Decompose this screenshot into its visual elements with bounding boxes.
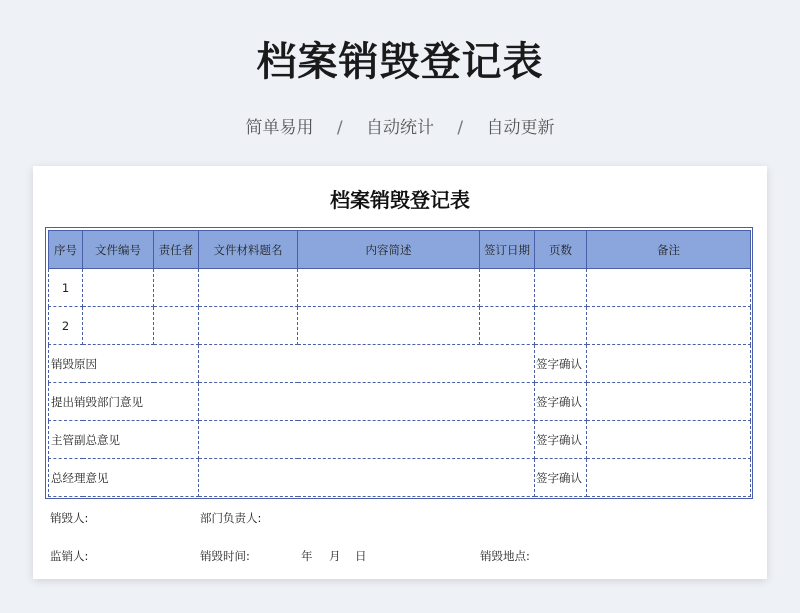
cell-summary[interactable] xyxy=(298,269,480,307)
header-row xyxy=(49,231,751,269)
subtitle-separator: / xyxy=(336,118,343,138)
register-table xyxy=(48,230,751,497)
page-title: 档案销毁登记表 xyxy=(256,39,544,85)
table-row xyxy=(49,307,751,345)
document-title: 档案销毁登记表 xyxy=(330,188,470,212)
footer-day: 日 xyxy=(355,549,367,563)
subtitle-separator: / xyxy=(457,118,464,138)
footer-destroy-time-label: 销毁时间: xyxy=(200,549,250,563)
cell-sign-date[interactable] xyxy=(480,269,535,307)
header-cell-summary: 内容简述 xyxy=(298,231,480,269)
footer-month: 月 xyxy=(329,549,341,563)
opinion-row-reason xyxy=(49,345,751,383)
footer-dept-head-label: 部门负责人: xyxy=(200,511,262,525)
opinion-content[interactable] xyxy=(199,345,535,383)
sign-field[interactable] xyxy=(587,345,751,383)
subtitle-item: 自动更新 xyxy=(486,118,555,138)
subtitle-item: 自动统计 xyxy=(366,118,434,138)
footer-supervisor-label: 监销人: xyxy=(50,549,89,563)
opinion-label: 提出销毁部门意见 xyxy=(49,383,199,421)
cell-notes[interactable] xyxy=(587,269,751,307)
sign-field[interactable] xyxy=(587,383,751,421)
sign-label: 签字确认 xyxy=(535,345,587,383)
opinion-content[interactable] xyxy=(199,421,535,459)
sign-label: 签字确认 xyxy=(535,383,587,421)
opinion-label: 总经理意见 xyxy=(49,459,199,497)
document-card xyxy=(33,166,767,579)
cell-pages[interactable] xyxy=(535,269,587,307)
cell-sign-date[interactable] xyxy=(480,307,535,345)
footer-year: 年 xyxy=(301,549,313,563)
opinion-content[interactable] xyxy=(199,459,535,497)
row-index: 1 xyxy=(49,269,83,307)
register-table-frame xyxy=(45,227,753,499)
sign-field[interactable] xyxy=(587,421,751,459)
row-index: 2 xyxy=(49,307,83,345)
sign-label: 签字确认 xyxy=(535,421,587,459)
footer-destroyer-label: 销毁人: xyxy=(50,511,89,525)
header-cell-file-title: 文件材料题名 xyxy=(199,231,298,269)
header-cell-file-no: 文件编号 xyxy=(83,231,154,269)
cell-owner[interactable] xyxy=(154,307,199,345)
opinion-label: 主管副总意见 xyxy=(49,421,199,459)
opinion-row-gm xyxy=(49,459,751,497)
cell-pages[interactable] xyxy=(535,307,587,345)
cell-owner[interactable] xyxy=(154,269,199,307)
sign-field[interactable] xyxy=(587,459,751,497)
opinion-content[interactable] xyxy=(199,383,535,421)
header-cell-sign-date: 签订日期 xyxy=(480,231,535,269)
opinion-label: 销毁原因 xyxy=(49,345,199,383)
opinion-row-dept xyxy=(49,383,751,421)
header-cell-index: 序号 xyxy=(49,231,83,269)
cell-file-no[interactable] xyxy=(83,269,154,307)
cell-notes[interactable] xyxy=(587,307,751,345)
table-row xyxy=(49,269,751,307)
header-cell-pages: 页数 xyxy=(535,231,587,269)
cell-summary[interactable] xyxy=(298,307,480,345)
cell-file-no[interactable] xyxy=(83,307,154,345)
sign-label: 签字确认 xyxy=(535,459,587,497)
header-cell-owner: 责任者 xyxy=(154,231,199,269)
header-cell-notes: 备注 xyxy=(587,231,751,269)
opinion-row-vp xyxy=(49,421,751,459)
subtitle-bar xyxy=(0,113,800,138)
subtitle-item: 简单易用 xyxy=(245,118,314,138)
footer-location-label: 销毁地点: xyxy=(480,549,530,563)
cell-file-title[interactable] xyxy=(199,307,298,345)
cell-file-title[interactable] xyxy=(199,269,298,307)
